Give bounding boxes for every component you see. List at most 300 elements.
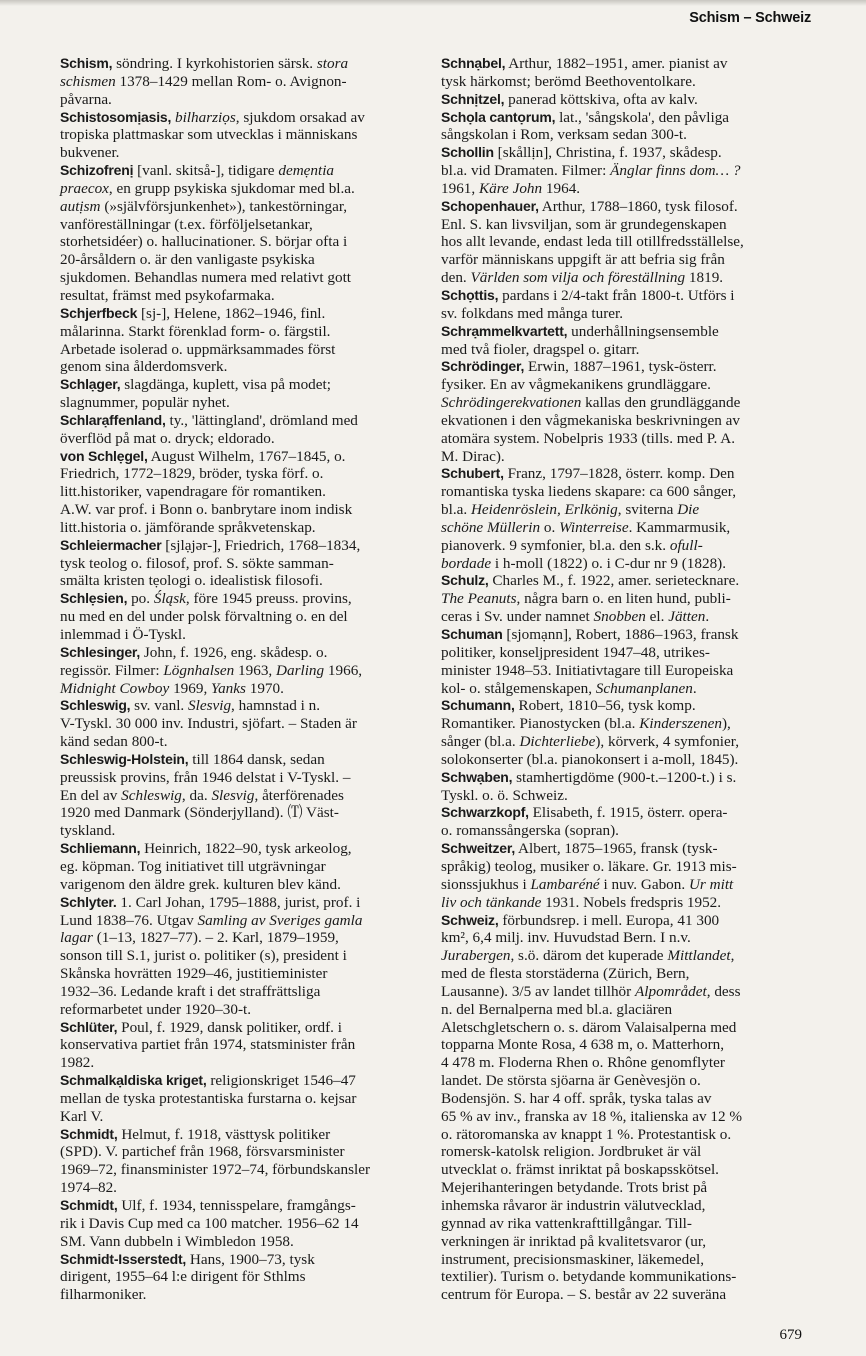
entry-headword-line (441, 144, 826, 162)
headword: Schnạbel, (441, 55, 506, 71)
italic-term: bordade (441, 554, 492, 572)
entry-text-line (60, 358, 440, 376)
body-text: 65 % av inv., franska av 18 %, italienska av 12 % (441, 1107, 742, 1125)
page-edge-shadow (0, 0, 866, 6)
entry-headword-line (60, 751, 440, 769)
body-text: varför människans uppgift är att befria sig från (441, 251, 725, 269)
entry-text-line (60, 269, 440, 287)
entry-text-line (441, 733, 826, 751)
body-text: (»självförsjunkenhet»), tankestörningar, (100, 197, 348, 215)
headword: von Schlẹgel, (60, 447, 148, 464)
body-text: kol- o. stålgemenskapen, (441, 679, 596, 697)
entry-text-line (60, 430, 440, 448)
body-text: 1378–1429 mellan Rom- o. Avignon- (115, 72, 347, 90)
body-text: sv. folkdans med många turer. (441, 304, 624, 322)
body-text: politiker, konseljpresident 1947–48, utrikes- (441, 643, 710, 661)
body-text: (1–13, 1827–77). – 2. Karl, 1879–1959, (92, 929, 339, 947)
body-text: topparna Monte Rosa, 4 638 m, o. Matterhorn, (441, 1036, 725, 1054)
body-text: smälta kristen tẹologi o. idealistisk filosofi. (60, 572, 323, 590)
entry-text-line (441, 644, 826, 662)
body-text: pianoverk. 9 symfonier, bl.a. den s.k. (441, 536, 670, 554)
body-text: bukvener. (60, 144, 120, 162)
body-text: fysiker. En av vågmekanikens grundläggare. (441, 376, 711, 394)
body-text: tysk härkomst; berömd Beethoventolkare. (441, 72, 696, 90)
body-text: centrum för Europa. – S. består av 22 suveräna (441, 1286, 727, 1304)
body-text: , sjukdom orsakad av (235, 108, 365, 126)
body-text: romersk-katolsk religion. Jordbruket är väl (441, 1143, 702, 1161)
italic-term: schismen (60, 72, 116, 90)
body-text: med två fioler, dragspel o. gitarr. (441, 340, 640, 358)
body-text: Arthur, 1882–1951, amer. pianist av (505, 55, 728, 72)
body-text: Aletschgletschern o. s. därom Valaisalperna med (441, 1018, 737, 1036)
body-text: 1964. (542, 179, 581, 197)
body-text: 20-årsåldern o. är den vanligaste psykiska (60, 251, 315, 269)
entry-text-line (60, 680, 440, 698)
entry-text-line (441, 751, 826, 769)
entry-text-line (60, 929, 440, 947)
body-text: underhållningsensemble (567, 322, 719, 340)
italic-term: Dichterliebe (519, 733, 596, 751)
italic-term: autịsm (60, 197, 101, 215)
body-text: sångskolan i Rom, verksam sedan 300-t. (441, 126, 687, 144)
body-text: ty., 'lättingland', drömland med (165, 411, 358, 429)
body-text: Franz, 1797–1828, österr. komp. Den (503, 465, 735, 483)
headword: Schweiz, (441, 911, 499, 928)
entry-text-line (60, 626, 440, 644)
body-text: [sjomạnn], Robert, 1886–1963, fransk (502, 626, 739, 643)
entry-headword-line (60, 376, 440, 394)
italic-term: Käre John (478, 179, 543, 197)
entry-text-line (60, 126, 440, 144)
body-text: tysk teolog o. filosof, prof. S. sökte samman- (60, 554, 334, 572)
headword: Schwạben, (441, 768, 513, 785)
entry-text-line (60, 876, 440, 894)
body-text: söndring. I kyrkohistorien särsk. (112, 55, 317, 72)
body-text: känd sedan 800-t. (60, 733, 168, 751)
headword: Schlarạffenland, (60, 411, 166, 428)
headword: Schwarzkopf, (441, 804, 529, 821)
body-text: sionssjukhus i (441, 875, 531, 893)
entry-text-line (60, 858, 440, 876)
headword: Schuman (441, 626, 503, 642)
headword: Schumann, (441, 697, 515, 714)
italic-term: Darling (276, 661, 325, 679)
body-text: Charles M., f. 1922, amer. serietecknare. (488, 572, 740, 590)
italic-term: Die (677, 501, 700, 519)
entry-headword-line (441, 804, 826, 822)
entry-text-line (441, 1268, 826, 1286)
body-text: panerad köttskiva, ofta av kalv. (504, 90, 698, 108)
italic-term: Schleswig (121, 786, 182, 804)
italic-term: Midnight Cowboy (60, 679, 170, 697)
page-number: 679 (779, 1327, 802, 1343)
headword: Schism, (60, 55, 113, 71)
body-text: textilier). Turism o. betydande kommunikations- (441, 1268, 737, 1286)
entry-headword-line (60, 412, 440, 430)
body-text: målarinna. Starkt förenklad form- o. färgstil. (60, 322, 331, 340)
entry-text-line (60, 662, 440, 680)
entry-text-line (441, 412, 826, 430)
headword: Schọla cantọrum, (441, 108, 556, 125)
body-text: 1963, (234, 661, 277, 679)
running-head: Schism – Schweiz (689, 10, 811, 26)
body-text: , da. (181, 786, 212, 804)
entry-headword-line (441, 465, 826, 483)
body-text: ceras i Sv. under namnet (441, 608, 594, 626)
entry-text-line (60, 501, 440, 519)
body-text: i nuv. Gabon. (599, 875, 689, 893)
entry-text-line (441, 162, 826, 180)
body-text: Lund 1838–76. Utgav (60, 911, 198, 929)
entry-text-line (441, 519, 826, 537)
body-text: , några barn o. en liten hund, publi- (516, 590, 731, 608)
body-text: Elisabeth, f. 1915, österr. opera- (528, 804, 728, 822)
body-text: 1961, (441, 179, 479, 197)
entry-headword-line (60, 644, 440, 662)
body-text: km², 6,4 milj. inv. Huvudstad Bern. I n.v. (441, 929, 691, 947)
body-text: Enl. S. kan livsviljan, som är grundegenskapen (441, 215, 727, 233)
body-text: överflöd på mat o. dryck; eldorado. (60, 429, 275, 447)
entry-text-line (441, 180, 826, 198)
entry-text-line (60, 519, 440, 537)
body-text: varigenom den äldre grek. kulturen blev känd. (60, 875, 341, 893)
body-text: Albert, 1875–1965, fransk (tysk- (515, 840, 718, 858)
body-text: [vanl. skitså-], tidigare (133, 162, 279, 180)
entry-headword-line (441, 626, 826, 644)
body-text: sjukdomen. Behandlas numera med relativt gott (60, 269, 352, 287)
entry-text-line (441, 1251, 826, 1269)
entry-text-line (60, 91, 440, 109)
entry-text-line (441, 965, 826, 983)
entry-text-line (60, 555, 440, 573)
entry-text-line (441, 1143, 826, 1161)
body-text: SM. Vann dubbeln i Wimbledon 1958. (60, 1232, 294, 1250)
italic-term: ofull- (669, 536, 703, 554)
body-text: pardans i 2/4-takt från 1800-t. Utförs i (498, 286, 735, 304)
entry-text-line (60, 1143, 440, 1161)
entry-text-line (60, 715, 440, 733)
body-text: i h-moll (1822) o. i C-dur nr 9 (1828). (491, 554, 727, 572)
entry-text-line (60, 1001, 440, 1019)
body-text: tropiska plattmaskar som utvecklas i människans (60, 126, 358, 144)
body-text: po. (127, 590, 154, 608)
body-text: Erwin, 1887–1961, tysk-österr. (524, 358, 717, 376)
entry-text-line (441, 126, 826, 144)
entry-text-line (441, 1072, 826, 1090)
headword: Schmidt, (60, 1197, 118, 1213)
body-text: mellan de tyska protestantiska furstarna o. kejsar (60, 1089, 357, 1107)
entry-headword-line (60, 162, 440, 180)
body-text: Ulf, f. 1934, tennisspelare, framgångs- (117, 1197, 356, 1214)
entry-text-line (60, 1108, 440, 1126)
headword: Schubert, (441, 465, 504, 482)
body-text: storhetsidéer) o. hallucinationer. S. börjar ofta i (60, 233, 348, 251)
entry-headword-line (60, 1019, 440, 1037)
entry-text-line (60, 73, 440, 91)
entry-text-line (60, 947, 440, 965)
entry-text-line (441, 715, 826, 733)
entry-text-line (441, 305, 826, 323)
body-text: regissör. Filmer: (60, 661, 164, 679)
body-text: reformarbetet under 1920–30-t. (60, 1000, 252, 1018)
italic-term: Slesvig (188, 697, 232, 715)
entry-headword-line (441, 358, 826, 376)
body-text: inlemmad i Ö-Tyskl. (60, 626, 186, 643)
entry-text-line (60, 1036, 440, 1054)
entry-headword-line (441, 840, 826, 858)
italic-term: bilharziọs (174, 108, 236, 126)
body-text: , hamnstad i n. (231, 697, 321, 715)
body-text: En del av (60, 786, 122, 804)
body-text: 1970. (245, 679, 284, 697)
entry-text-line (60, 394, 440, 412)
headword: Schjerfbeck (60, 304, 138, 321)
entry-headword-line (60, 1072, 440, 1090)
body-text: Bodensjön. S. har 4 off. språk, tyska talas av (441, 1089, 712, 1107)
italic-term: The Peanuts (441, 590, 517, 608)
body-text: o. (540, 518, 560, 536)
entry-text-line (60, 1286, 440, 1304)
body-text: . Kammarmusik, (628, 518, 731, 536)
entry-text-line (441, 1233, 826, 1251)
body-text: till 1864 dansk, sedan (188, 750, 325, 768)
entry-text-line (60, 733, 440, 751)
body-text: 1966, (324, 661, 363, 679)
entry-text-line (60, 287, 440, 305)
entry-headword-line (441, 287, 826, 305)
headword: Schliemann, (60, 840, 141, 857)
entry-text-line (60, 180, 440, 198)
body-text: konservativa partiet från 1974, statsminister från (60, 1036, 356, 1054)
italic-term: Yanks (211, 679, 246, 697)
headword: Schleswig-Holstein, (60, 750, 189, 767)
body-text: minister 1948–53. Initiativtagare till Europeiska (441, 661, 734, 679)
entry-text-line (441, 1197, 826, 1215)
italic-term: Snobben (593, 608, 646, 626)
entry-text-line (60, 822, 440, 840)
italic-term: Slesvig (211, 786, 255, 804)
body-text: Mejerihanteringen betydande. Trots brist på (441, 1179, 708, 1197)
entry-text-line (441, 269, 826, 287)
entry-text-line (441, 947, 826, 965)
body-text: , en grupp psykiska sjukdomar med bl.a. (108, 179, 355, 197)
body-text: Hans, 1900–73, tysk (186, 1250, 315, 1268)
body-text: filharmoniker. (60, 1286, 147, 1304)
entry-text-line (441, 894, 826, 912)
body-text: bl.a. (441, 501, 471, 519)
italic-term: stora (316, 55, 349, 72)
body-text: , återförenades (254, 786, 344, 804)
entry-text-line (60, 233, 440, 251)
body-text: el. (645, 608, 669, 626)
body-text: . (705, 608, 710, 626)
body-text: språkig) teolog, musiker o. läkare. Gr. 1913 mis- (441, 857, 737, 875)
entry-text-line (60, 983, 440, 1001)
entry-text-line (441, 787, 826, 805)
entry-text-line (60, 965, 440, 983)
entry-text-line (441, 555, 826, 573)
body-text: instrument, precisionsmaskiner, läkemedel, (441, 1250, 704, 1268)
headword: Schọttis, (441, 286, 499, 303)
body-text: Skånska hovrätten 1929–46, justitieminister (60, 965, 328, 983)
body-text: August Wilhelm, 1767–1845, o. (147, 447, 346, 465)
entry-headword-line (441, 323, 826, 341)
body-text: [sjlạjər-], Friedrich, 1768–1834, (161, 536, 361, 554)
entry-text-line (441, 483, 826, 501)
italic-term: Schumanplanen (595, 679, 693, 697)
entry-text-line (60, 1268, 440, 1286)
entry-text-line (441, 1019, 826, 1037)
entry-text-line (441, 430, 826, 448)
body-text: M. Dirac). (441, 447, 505, 465)
body-text: litt.historia o. jämförande språkvetenskap. (60, 518, 316, 536)
headword: Schlẹsien, (60, 590, 128, 607)
body-text: 1920 med Danmark (Sönderjylland). 🄣 Väst- (60, 804, 339, 822)
body-text: slagnummer, populär nyhet. (60, 394, 230, 412)
entry-text-line (441, 662, 826, 680)
body-text: sonson till S.1, jurist o. politiker (s), president i (60, 947, 347, 965)
headword: Schlüter, (60, 1018, 118, 1035)
body-text: 1974–82. (60, 1179, 117, 1197)
entry-text-line (441, 341, 826, 359)
italic-term: Mittlandet (667, 947, 731, 965)
entry-text-line (60, 144, 440, 162)
italic-term: Heidenröslein, Erlkönig (470, 501, 618, 519)
entry-text-line (60, 1054, 440, 1072)
entry-text-line (441, 233, 826, 251)
body-text: gynnad av rika vattenkrafttillgångar. Till- (441, 1214, 692, 1232)
italic-term: Världen som vilja och föreställning (470, 269, 686, 287)
body-text: 1931. Nobels fredspris 1952. (541, 893, 722, 911)
italic-term: Lambaréné (530, 875, 600, 893)
body-text: atomära system. Nobelpris 1933 (tills. med P. A. (441, 429, 736, 447)
entry-text-line (60, 1090, 440, 1108)
entry-headword-line (60, 537, 440, 555)
body-text: eg. köpman. Tog initiativet till utgrävningar (60, 857, 326, 875)
body-text: religionskriget 1546–47 (206, 1072, 356, 1090)
body-text: den. (441, 269, 471, 287)
entry-headword-line (441, 91, 826, 109)
entry-text-line (441, 1090, 826, 1108)
entry-text-line (441, 1161, 826, 1179)
body-text: sånger (bl.a. (441, 733, 520, 751)
entry-text-line (441, 394, 826, 412)
entry-text-line (441, 251, 826, 269)
body-text: verkningen är inriktad på kvalitetsvaror (ur, (441, 1232, 707, 1250)
italic-term: Schrödingerekvationen (441, 394, 582, 412)
body-text: Arthur, 1788–1860, tysk filosof. (538, 197, 738, 215)
entry-text-line (60, 1233, 440, 1251)
body-text: (SPD). V. partichef från 1968, försvarsminister (60, 1143, 345, 1161)
body-text: Lausanne). 3/5 av landet tillhör (441, 982, 636, 1000)
body-text: Arbetade isolerad o. uppmärksammades först (60, 340, 336, 358)
entry-headword-line (60, 840, 440, 858)
entry-text-line (60, 769, 440, 787)
entry-text-line (441, 1179, 826, 1197)
body-text: slagdänga, kuplett, visa på modet; (120, 376, 331, 394)
entry-text-line (60, 216, 440, 234)
entry-text-line (441, 501, 826, 519)
headword: Schlesinger, (60, 643, 141, 660)
entry-headword-line (441, 769, 826, 787)
body-text: nu med en del under polsk förvaltning o. en del (60, 608, 348, 626)
body-text: Tyskl. o. ö. Schweiz. (441, 786, 568, 804)
entry-headword-line (60, 1251, 440, 1269)
body-text: rik i Davis Cup med ca 100 matcher. 1956–62 14 (60, 1214, 359, 1232)
body-text: inhemska råvaror är industrin välutvecklad, (441, 1197, 706, 1214)
headword: Schleswig, (60, 697, 131, 714)
body-text: ), (721, 715, 731, 733)
entry-text-line (441, 537, 826, 555)
body-text: Romantiker. Pianostycken (bl.a. (441, 715, 640, 733)
body-text: [skållịn], Christina, f. 1937, skådesp. (493, 144, 722, 162)
italic-term: Samling av Sveriges gamla (197, 911, 363, 929)
body-text: Helmut, f. 1918, västtysk politiker (117, 1125, 331, 1143)
headword: Schistosomịasis, (60, 108, 172, 125)
entry-text-line (60, 1215, 440, 1233)
entry-text-line (441, 1054, 826, 1072)
entry-headword-line (60, 1197, 440, 1215)
entry-text-line (441, 1126, 826, 1144)
body-text: tyskland. (60, 822, 116, 840)
body-text: 1932–36. Ledande kraft i det straffrättsliga (60, 982, 321, 1000)
entry-text-line (60, 198, 440, 216)
italic-term: liv och tänkande (441, 893, 542, 911)
entry-text-line (60, 804, 440, 822)
italic-term: Śląsk (153, 590, 186, 608)
body-text: , dess (706, 982, 741, 1000)
entry-text-line (441, 1108, 826, 1126)
body-text: landet. De största sjöarna är Genèvesjön o. (441, 1072, 701, 1090)
body-text: med de flesta storstäderna (Zürich, Bern, (441, 965, 690, 983)
entry-text-line (441, 73, 826, 91)
headword: Schizofrenị (60, 162, 134, 179)
body-text: kallas den grundläggande (581, 394, 741, 412)
headword: Schleiermacher (60, 536, 162, 553)
body-text: [sj-], Helene, 1862–1946, finl. (137, 304, 326, 322)
body-text: , (730, 947, 735, 965)
body-text: Friedrich, 1772–1829, bröder, tyska förf. o. (60, 465, 324, 483)
body-text: genom sina ålderdomsverk. (60, 358, 228, 376)
italic-term: Jurabergen (441, 947, 511, 965)
headword: Schollin (441, 144, 494, 161)
italic-term: Ur mitt (688, 875, 734, 893)
entry-text-line (441, 858, 826, 876)
headword: Schopenhauer, (441, 197, 539, 214)
entry-text-line (441, 590, 826, 608)
italic-term: Alpområdet (635, 982, 707, 1000)
entry-text-line (441, 1286, 826, 1304)
headword: Schweitzer, (441, 840, 516, 857)
entry-text-line (441, 983, 826, 1001)
body-text: 1819. (685, 269, 724, 287)
entry-text-line (441, 448, 826, 466)
italic-term: demẹntia (278, 162, 335, 180)
body-text: 1969, (169, 679, 212, 697)
headword: Schrödinger, (441, 358, 525, 375)
entry-text-line (441, 608, 826, 626)
body-text: solokonserter (bl.a. pianokonsert i a-moll, 1845). (441, 750, 739, 768)
italic-term: schöne Müllerin (441, 518, 541, 536)
body-text: stamhertigdöme (900-t.–1200-t.) i s. (512, 768, 737, 786)
entry-headword-line (441, 55, 826, 73)
body-text: vanföreställningar (t.ex. förföljelsetankar, (60, 215, 313, 233)
entry-text-line (60, 608, 440, 626)
headword: Schrạmmelkvartett, (441, 322, 568, 339)
right-column (441, 55, 826, 1304)
entry-headword-line (441, 697, 826, 715)
body-text: 4 478 m. Floderna Rhen o. Rhône genomflyter (441, 1054, 725, 1072)
